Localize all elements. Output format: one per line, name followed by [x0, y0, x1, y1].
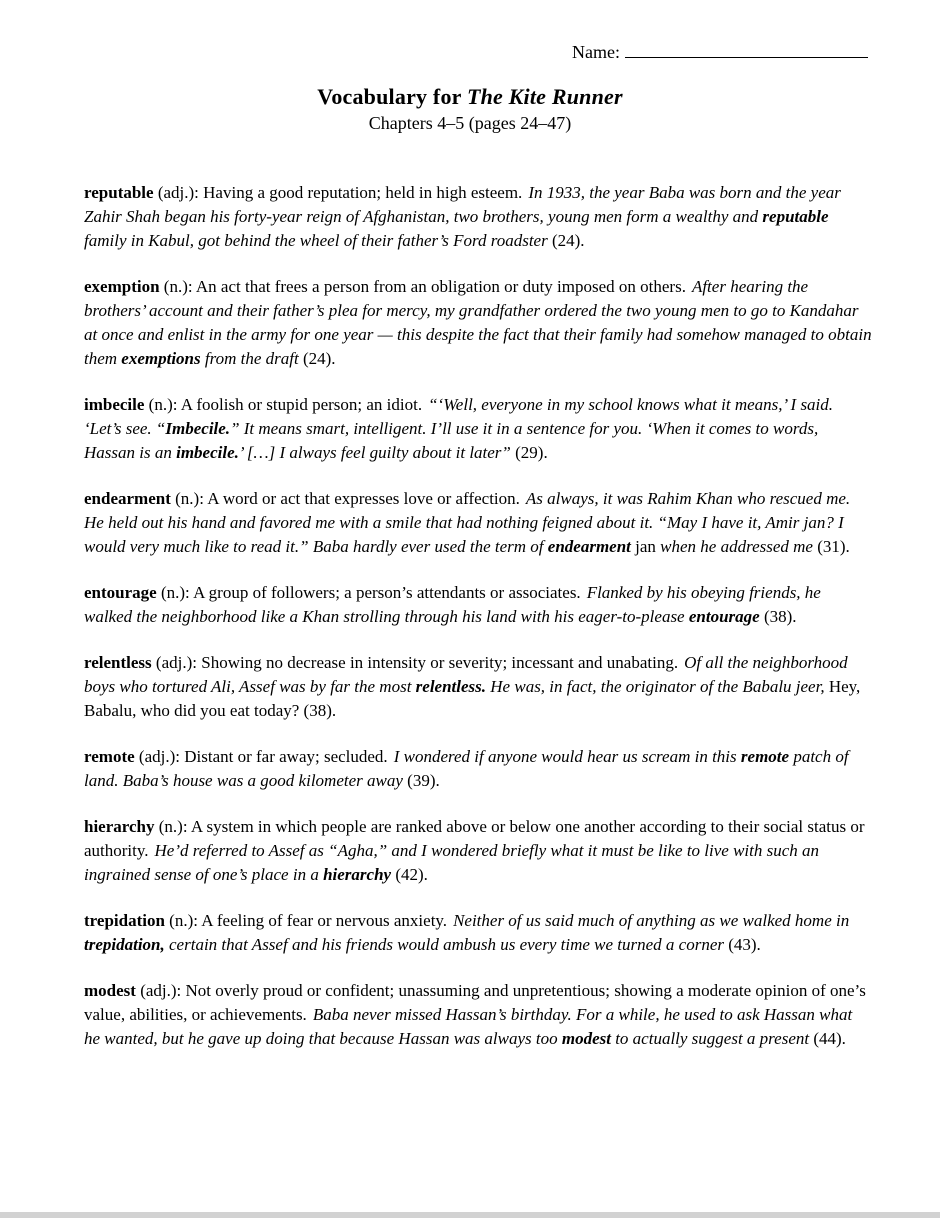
quote-segment: trepidation, — [84, 935, 165, 954]
quote-segment: family in Kabul, got behind the wheel of their father’s Ford roadster — [84, 231, 548, 250]
definition: Distant or far away; secluded. — [184, 747, 388, 766]
vocab-word: modest — [84, 981, 136, 1000]
name-row — [0, 0, 940, 63]
page-bottom-edge — [0, 1212, 940, 1218]
vocab-entry — [84, 275, 872, 371]
quote-segment: (24). — [298, 349, 336, 368]
quote-segment: He’d referred to Assef as “Agha,” and I wondered briefly what it must be like to live with such an ingrained sense of one’s place in a — [84, 841, 820, 884]
quote-segment: After hearing the brothers’ account and their father’s plea for mercy, my grandfather ordered the two young men to go to Kandahar at once and enlist in the army for one year — this despite the fact that their family had somehow managed to obtain them — [84, 277, 872, 368]
definition: A foolish or stupid person; an idiot. — [180, 395, 423, 414]
part-of-speech: (adj.): — [151, 653, 202, 672]
vocab-entry — [84, 487, 872, 559]
part-of-speech: (n.): — [159, 277, 196, 296]
quote-segment: when he addressed me — [660, 537, 813, 556]
part-of-speech: (n.): — [144, 395, 181, 414]
quote-segment: hierarchy — [323, 865, 392, 884]
quote-segment: He was, in fact, the originator of the Babalu jeer, — [486, 677, 825, 696]
part-of-speech: (n.): — [164, 911, 202, 930]
book-title: The Kite Runner — [466, 84, 623, 109]
quote-segment: Hey, Babalu, who did you eat today? (38). — [84, 677, 861, 720]
vocab-entry — [84, 393, 872, 465]
page-subtitle: Chapters 4–5 (pages 24–47) — [368, 113, 572, 133]
definition: A system in which people are ranked above or below one another according to their social status or authority. — [84, 817, 865, 860]
quote — [84, 841, 819, 884]
vocab-word: imbecile — [84, 395, 145, 414]
quote-segment: (24). — [547, 231, 585, 250]
definition: An act that frees a person from an obligation or duty imposed on others. — [195, 277, 686, 296]
quote-segment: Of all the neighborhood boys who tortured Ali, Assef was by far the most — [84, 653, 848, 696]
part-of-speech: (n.): — [170, 489, 208, 508]
definition: A feeling of fear or nervous anxiety. — [201, 911, 448, 930]
quote-segment: from the draft — [200, 349, 299, 368]
quote-segment: (31). — [812, 537, 850, 556]
quote-segment: relentless. — [415, 677, 487, 696]
quote-segment: Baba never missed Hassan’s birthday. For a while, he used to ask Hassan what he wanted, but he gave up doing that because Hassan was always too — [84, 1005, 853, 1048]
quote-segment: jan — [630, 537, 661, 556]
definition: Having a good reputation; held in high esteem. — [203, 183, 523, 202]
quote-segment: Neither of us said much of anything as we walked home in — [453, 911, 850, 930]
quote-segment: “‘Well, everyone in my school knows what it means,’ I said. ‘Let’s see. “ — [84, 395, 834, 438]
quote-segment: ’ […] I always feel guilty about it later” — [238, 443, 511, 462]
quote-segment: exemptions — [121, 349, 201, 368]
quote-segment: Imbecile. — [165, 419, 231, 438]
quote-segment: endearment — [547, 537, 631, 556]
quote-segment: Flanked by his obeying friends, he walked the neighborhood like a Khan strolling through his land with his eager-to-please — [84, 583, 821, 626]
vocab-entry — [84, 909, 872, 957]
definition: A group of followers; a person’s attendants or associates. — [193, 583, 581, 602]
quote-segment: (38). — [759, 607, 797, 626]
quote-segment: (43). — [723, 935, 761, 954]
quote-segment: remote — [740, 747, 790, 766]
vocab-entry — [84, 581, 872, 629]
quote-segment: patch of land. Baba’s house was a good kilometer away — [84, 747, 849, 790]
vocab-word: entourage — [84, 583, 157, 602]
vocab-word: exemption — [84, 277, 160, 296]
quote-segment: (29). — [510, 443, 548, 462]
vocab-word: reputable — [84, 183, 154, 202]
vocab-word: remote — [84, 747, 135, 766]
name-blank-line — [625, 55, 868, 58]
quote-segment: ” It means smart, intelligent. I’ll use it in a sentence for you. ‘When it comes to words, Hassan is an — [84, 419, 819, 462]
vocab-entry — [84, 651, 872, 723]
quote-segment: (42). — [391, 865, 428, 884]
quote-segment: entourage — [688, 607, 760, 626]
part-of-speech: (adj.): — [134, 747, 185, 766]
vocab-entry — [84, 815, 872, 887]
quote-segment: to actually suggest a present — [610, 1029, 810, 1048]
quote-segment: As always, it was Rahim Khan who rescued me. He held out his hand and favored me with a smile that had nothing feigned about it. “May I have it, Amir jan? I would very much like to read it.” Baba hardly ever used the term of — [84, 489, 851, 556]
quote-segment: imbecile. — [176, 443, 239, 462]
vocab-word: endearment — [84, 489, 171, 508]
part-of-speech: (adj.): — [153, 183, 204, 202]
quote-segment: (44). — [809, 1029, 846, 1048]
quote-segment: certain that Assef and his friends would ambush us every time we turned a corner — [164, 935, 724, 954]
title-prefix: Vocabulary for — [317, 84, 467, 109]
vocab-word: relentless — [84, 653, 152, 672]
quote-segment: I wondered if anyone would hear us scream in this — [393, 747, 741, 766]
page-title — [0, 84, 940, 110]
vocab-entry — [84, 745, 872, 793]
vocab-word: hierarchy — [84, 817, 155, 836]
vocab-entry — [84, 181, 872, 253]
quote-segment: reputable — [762, 207, 829, 226]
part-of-speech: (n.): — [156, 583, 194, 602]
definition: A word or act that expresses love or affection. — [207, 489, 520, 508]
name-label: Name: — [572, 42, 620, 62]
quote-segment: (39). — [402, 771, 440, 790]
definition: Showing no decrease in intensity or severity; incessant and unabating. — [201, 653, 679, 672]
part-of-speech: (n.): — [154, 817, 191, 836]
vocab-entry — [84, 979, 872, 1051]
quote-segment: modest — [561, 1029, 611, 1048]
definition: Not overly proud or confident; unassuming and unpretentious; showing a moderate opinion of one’s value, abilities, or achievements. — [84, 981, 866, 1024]
vocab-word: trepidation — [84, 911, 165, 930]
quote-segment: In 1933, the year Baba was born and the year Zahir Shah began his forty-year reign of Afghanistan, two brothers, young men form a wealthy and — [84, 183, 841, 226]
part-of-speech: (adj.): — [135, 981, 186, 1000]
vocab-entries — [84, 181, 872, 1051]
